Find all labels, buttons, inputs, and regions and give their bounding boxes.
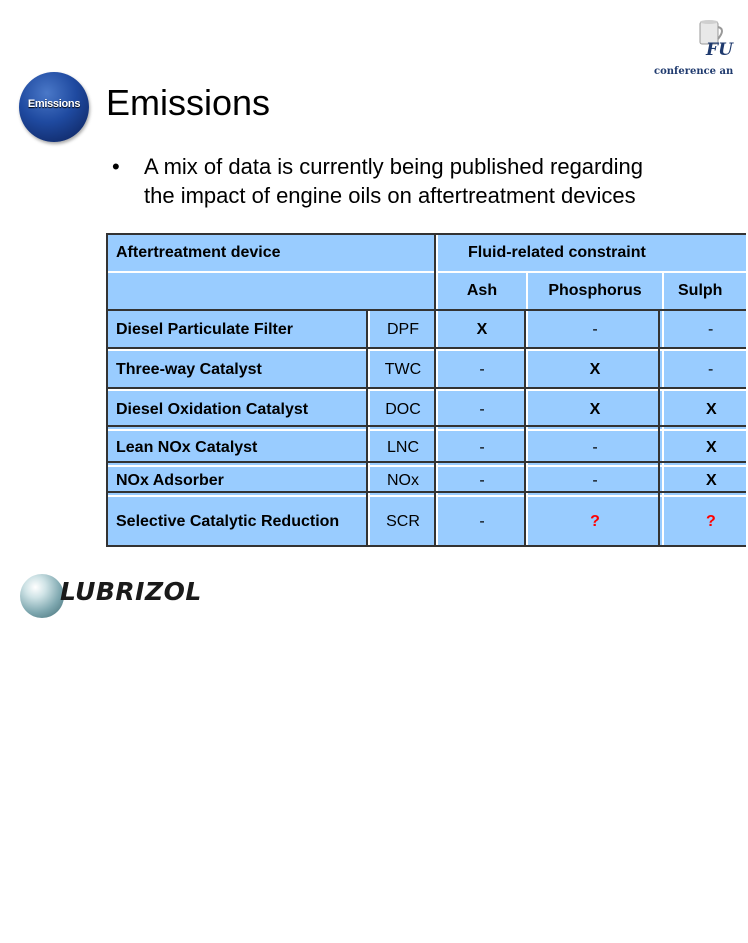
table-row — [107, 350, 747, 390]
lubrizol-sphere-icon — [20, 574, 64, 618]
header-ash: Ash — [437, 272, 527, 310]
device-abbr: NOx — [369, 466, 437, 496]
badge-label: Emissions — [27, 98, 81, 110]
device-abbr: DPF — [369, 310, 437, 350]
table-divider — [106, 491, 746, 493]
header-phosphorus: Phosphorus — [527, 272, 663, 310]
phosphorus-cell: - — [527, 430, 663, 466]
table-divider — [106, 347, 746, 349]
table-subheader-row — [107, 272, 747, 310]
bullet-line-2: the impact of engine oils on aftertreatment devices — [144, 183, 636, 208]
table-divider — [106, 461, 746, 463]
header-device: Aftertreatment device — [107, 234, 437, 272]
phosphorus-cell: X — [527, 350, 663, 390]
bullet-line-1: A mix of data is currently being published regarding — [144, 154, 643, 179]
table-row — [107, 496, 747, 548]
table-divider — [106, 387, 746, 389]
ash-cell: - — [437, 430, 527, 466]
device-abbr: SCR — [369, 496, 437, 548]
conference-logo-mark: FU — [706, 40, 733, 60]
ash-cell: - — [437, 496, 527, 548]
device-name: Diesel Particulate Filter — [107, 310, 369, 350]
bullet-text — [144, 152, 643, 210]
device-abbr: LNC — [369, 430, 437, 466]
table-divider — [106, 425, 746, 427]
sulph-cell: - — [663, 310, 747, 350]
table-row — [107, 390, 747, 430]
device-abbr: DOC — [369, 390, 437, 430]
phosphorus-cell: X — [527, 390, 663, 430]
bullet-dot: • — [112, 154, 120, 179]
sulph-cell: X — [663, 390, 747, 430]
header-constraint: Fluid-related constraint — [437, 234, 747, 272]
table-divider — [524, 309, 526, 547]
conference-logo — [650, 16, 734, 82]
phosphorus-cell: - — [527, 466, 663, 496]
table-divider — [658, 309, 660, 547]
device-abbr: TWC — [369, 350, 437, 390]
table-header-row — [107, 234, 747, 272]
device-name: NOx Adsorber — [107, 466, 369, 496]
device-name: Lean NOx Catalyst — [107, 430, 369, 466]
aftertreatment-table — [106, 233, 746, 549]
device-name: Three-way Catalyst — [107, 350, 369, 390]
table-divider — [366, 309, 368, 547]
sulph-cell: - — [663, 350, 747, 390]
header-empty-cell — [107, 272, 437, 310]
ash-cell: - — [437, 390, 527, 430]
sulph-cell: X — [663, 430, 747, 466]
ash-cell: - — [437, 350, 527, 390]
page-title: Emissions — [106, 82, 271, 123]
device-name: Selective Catalytic Reduction — [107, 496, 369, 548]
emissions-badge-icon — [19, 72, 89, 142]
ash-cell: X — [437, 310, 527, 350]
phosphorus-cell: ? — [527, 496, 663, 548]
lubrizol-logo — [20, 574, 220, 622]
sulph-cell: ? — [663, 496, 747, 548]
lubrizol-logo-text: LUBRIZOL — [60, 577, 202, 606]
conference-logo-text: conference an — [654, 66, 734, 77]
table-divider — [434, 233, 436, 547]
header-sulph: Sulph — [663, 272, 747, 310]
phosphorus-cell: - — [527, 310, 663, 350]
device-name: Diesel Oxidation Catalyst — [107, 390, 369, 430]
sulph-cell: X — [663, 466, 747, 496]
table-row — [107, 310, 747, 350]
ash-cell: - — [437, 466, 527, 496]
table-divider — [106, 309, 746, 311]
